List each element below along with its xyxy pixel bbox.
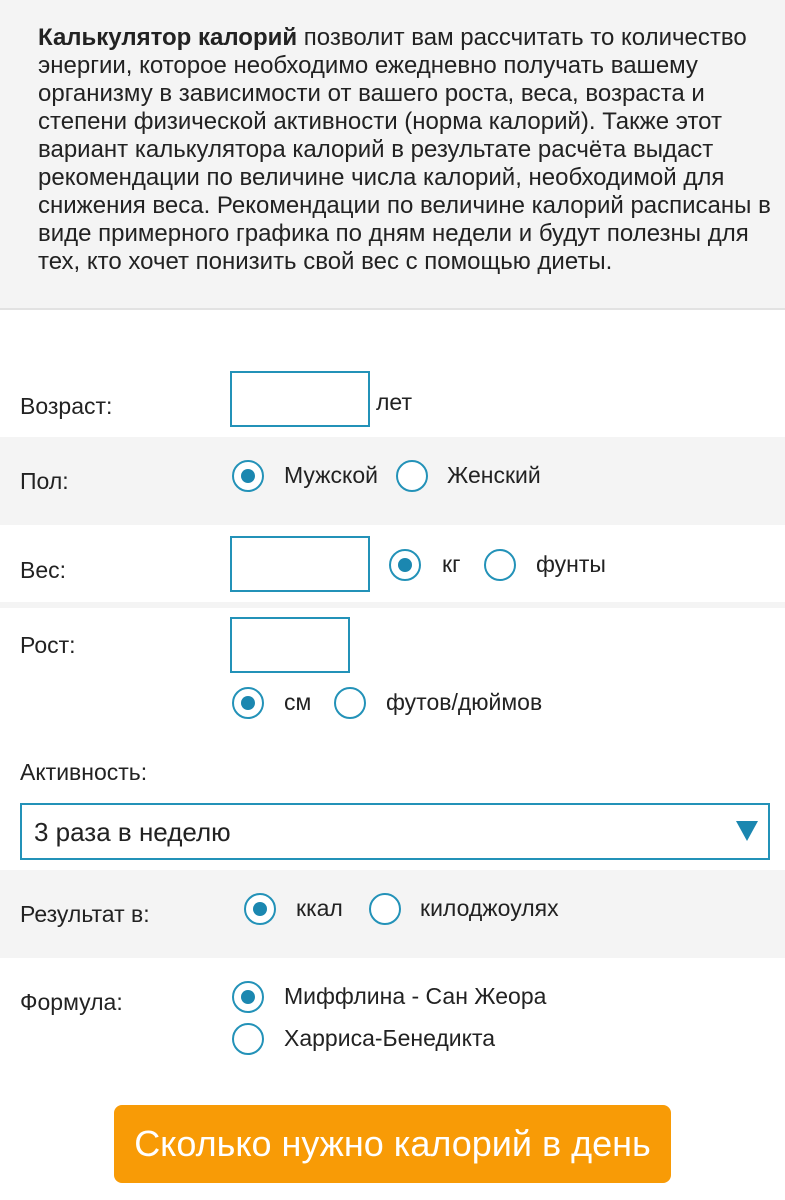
result-kj-radio[interactable] xyxy=(369,893,401,925)
formula-mifflin-label: Миффлина - Сан Жеора xyxy=(284,983,547,1009)
result-kj-label: килоджоулях xyxy=(420,895,559,921)
result-label: Результат в: xyxy=(20,901,150,927)
sex-male-radio[interactable] xyxy=(232,460,264,492)
intro-section xyxy=(0,0,785,310)
height-input[interactable] xyxy=(230,617,350,673)
weight-lb-radio[interactable] xyxy=(484,549,516,581)
weight-kg-radio[interactable] xyxy=(389,549,421,581)
height-cm-label: см xyxy=(284,689,312,715)
result-kcal-radio[interactable] xyxy=(244,893,276,925)
intro-description: позволит вам рассчитать то количество энергии, которое необходимо ежедневно получать вашему организму в зависимости от вашего роста, веса, возраста и степени физической активности (норма калорий). Также этот вариант калькулятора калорий в результате расчёта выдаст рекомендации по величине числа калорий, необходимой для снижения веса. Рекомендации по величине калорий расписаны в виде примерного графика по дням недели и будут полезны для тех, кто хочет понизить свой вес с помощью диеты. xyxy=(38,24,771,275)
formula-harris-radio[interactable] xyxy=(232,1023,264,1055)
height-cm-radio[interactable] xyxy=(232,687,264,719)
formula-label: Формула: xyxy=(20,989,123,1015)
sex-row xyxy=(0,437,785,525)
height-label: Рост: xyxy=(20,632,76,658)
weight-label: Вес: xyxy=(20,557,67,583)
height-ft-label: футов/дюймов xyxy=(386,689,543,715)
intro-text xyxy=(38,24,778,276)
height-ft-radio[interactable] xyxy=(334,687,366,719)
result-kcal-label: ккал xyxy=(296,895,343,921)
age-label: Возраст: xyxy=(20,393,113,419)
weight-kg-label: кг xyxy=(442,551,461,577)
age-unit-label: лет xyxy=(376,389,412,415)
intro-title: Калькулятор калорий xyxy=(38,24,298,51)
sex-female-label: Женский xyxy=(447,462,541,488)
weight-input[interactable] xyxy=(230,536,370,592)
weight-lb-label: фунты xyxy=(536,551,606,577)
sex-label: Пол: xyxy=(20,468,69,494)
formula-mifflin-radio[interactable] xyxy=(232,981,264,1013)
calculate-button[interactable]: Сколько нужно калорий в день xyxy=(114,1105,671,1183)
activity-selected-value: 3 раза в неделю xyxy=(34,817,231,847)
sex-male-label: Мужской xyxy=(284,462,379,488)
dropdown-arrow-icon[interactable] xyxy=(736,821,758,841)
formula-harris-label: Харриса-Бенедикта xyxy=(284,1025,496,1051)
sex-female-radio[interactable] xyxy=(396,460,428,492)
activity-select[interactable] xyxy=(20,803,770,860)
divider-band xyxy=(0,602,785,608)
activity-label: Активность: xyxy=(20,759,148,785)
age-input[interactable] xyxy=(230,371,370,427)
